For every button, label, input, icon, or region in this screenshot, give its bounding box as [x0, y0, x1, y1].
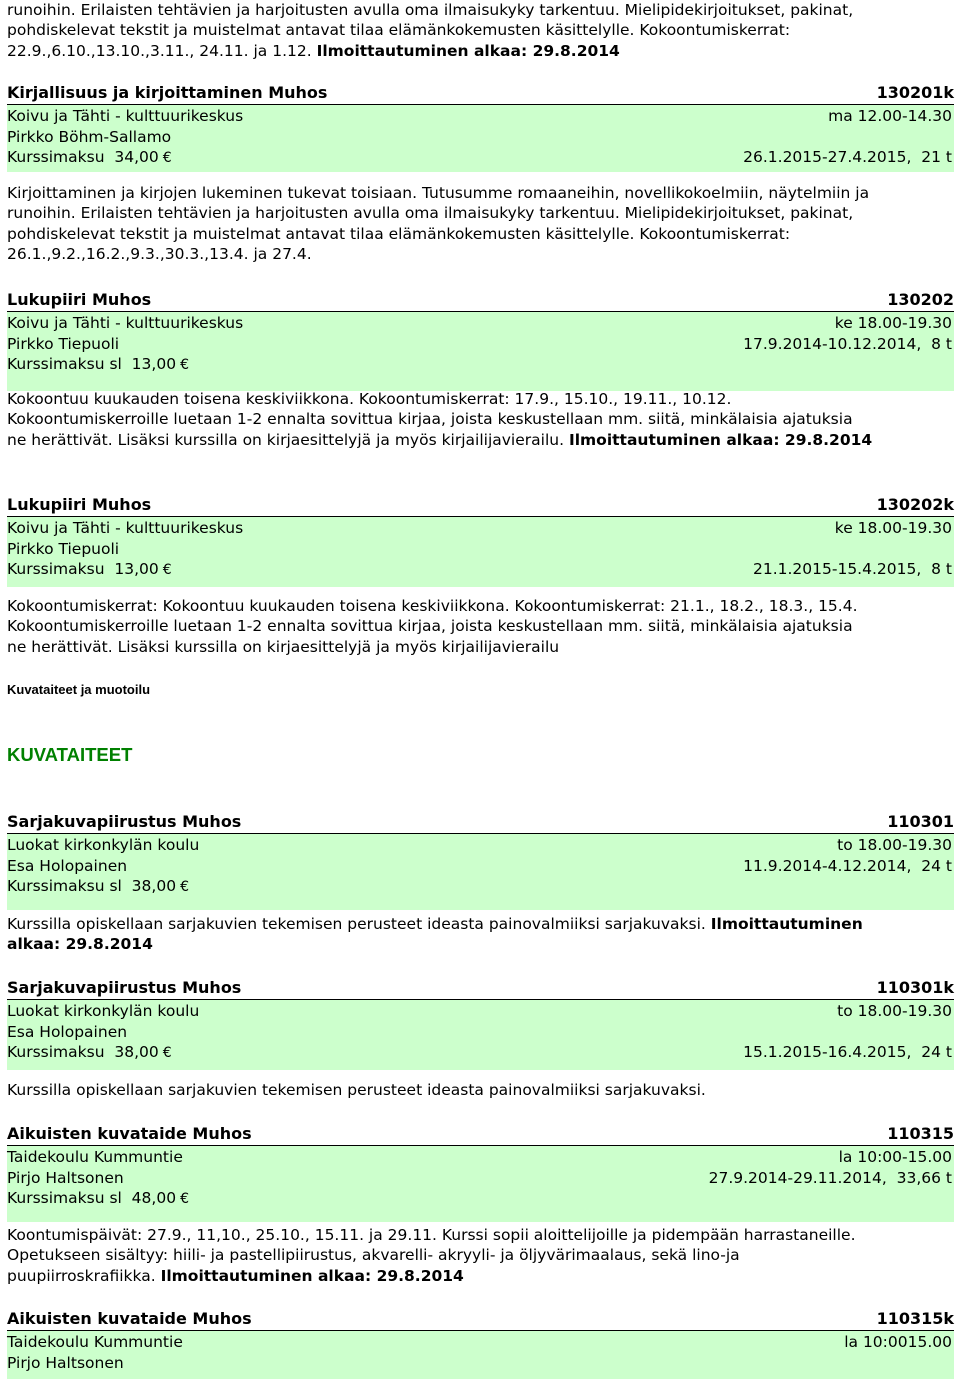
course-fee: Kurssimaksu sl 38,00 [7, 877, 177, 895]
detail-row: Pirjo Haltsonen 27.9.2014-29.11.2014, 33,66 t [7, 1168, 952, 1187]
section-heading: KUVATAITEET [7, 744, 133, 765]
course-details [7, 1331, 954, 1379]
detail-row [7, 354, 952, 376]
course-title: Aikuisten kuvataide Muhos [7, 1124, 252, 1143]
detail-row [7, 147, 952, 169]
euro-icon: € [162, 1045, 172, 1061]
course-header [7, 290, 954, 312]
course-header [7, 1309, 954, 1331]
course-block [7, 1309, 954, 1379]
detail-row: Luokat kirkonkylän koulu to 18.00-19.30 [7, 836, 952, 854]
course-title: Aikuisten kuvataide Muhos [7, 1309, 252, 1328]
course-details [7, 834, 954, 910]
detail-row: Taidekoulu Kummuntie la 10:00-15.00 [7, 1148, 952, 1166]
course-details [7, 1000, 954, 1070]
course-title: Sarjakuvapiirustus Muhos [7, 812, 242, 831]
registration-note: Ilmoittautuminen alkaa: 29.8.2014 [160, 1266, 464, 1285]
registration-note: Ilmoittautuminen [710, 915, 863, 933]
course-fee: Kurssimaksu 13,00 [7, 560, 159, 578]
detail-row [7, 876, 952, 898]
course-block [7, 290, 954, 391]
course-code: 110315 [887, 1124, 954, 1143]
course-details [7, 312, 954, 391]
course-title: Lukupiiri Muhos [7, 290, 152, 309]
intro-line: 22.9.,6.10.,13.10.,3.11., 24.11. ja 1.12. Ilmoittautuminen alkaa: 29.8.2014 [7, 41, 620, 60]
detail-row: Esa Holopainen 11.9.2014-4.12.2014, 24 t [7, 856, 952, 875]
course-header [7, 1124, 954, 1146]
detail-row: Pirkko Tiepuoli [7, 539, 120, 558]
course-dates: 26.1.2015-27.4.2015, 21 t [743, 148, 952, 166]
euro-icon: € [162, 150, 172, 166]
course-description: Kurssilla opiskellaan sarjakuvien tekemisen perusteet ideasta painovalmiiksi sarjakuvaksi. Ilmoittautuminen alkaa: 29.8.2014 [7, 915, 863, 954]
detail-row [7, 1042, 952, 1064]
intro-line: runoihin. Erilaisten tehtävien ja harjoitusten avulla oma ilmaisukyky tarkentuu. Mielipidekirjoitukset, pakinat, [7, 1, 854, 19]
course-fee: Kurssimaksu sl 13,00 [7, 355, 177, 373]
course-details [7, 105, 954, 172]
euro-icon: € [180, 357, 189, 373]
course-description: Kokoontuu kuukauden toisena keskiviikkona. Kokoontumiskerrat: 17.9., 15.10., 19.11., 10.12. Kokoontumiskerroille luetaan 1-2 ennalta sovittua kirjaa, joista keskustellaan mm. siitä, minkälaisia ajatuksia ne herättivät. Lisäksi kurssilla on kirjaesittelyjä ja myös kirjailijavierailu. Ilmoittautuminen alkaa: 29.8.2014 [7, 390, 873, 449]
course-code: 130202 [887, 290, 954, 309]
course-details [7, 517, 954, 587]
course-description: Kurssilla opiskellaan sarjakuvien tekemisen perusteet ideasta painovalmiiksi sarjakuvaksi. [7, 1081, 706, 1099]
course-fee: Kurssimaksu sl 48,00 [7, 1189, 177, 1207]
course-block [7, 978, 954, 1070]
course-details [7, 1146, 954, 1222]
detail-row: Koivu ja Tähti - kulttuurikeskus ma 12.00-14.30 [7, 107, 952, 125]
detail-row: Luokat kirkonkylän koulu to 18.00-19.30 [7, 1002, 952, 1020]
euro-icon: € [180, 879, 189, 895]
course-dates: 15.1.2015-16.4.2015, 24 t [743, 1043, 952, 1061]
detail-row: Koivu ja Tähti - kulttuurikeskus ke 18.00-19.30 [7, 314, 952, 332]
course-code: 110315k [876, 1309, 954, 1328]
course-description: Kokoontumiskerrat: Kokoontuu kuukauden toisena keskiviikkona. Kokoontumiskerrat: 21.1., 18.2., 18.3., 15.4. Kokoontumiskerroille luetaan 1-2 ennalta sovittua kirjaa, joista keskustellaan mm. siitä, minkälaisia ajatuksia ne herättivät. Lisäksi kurssilla on kirjaesittelyjä ja myös kirjailijavierailu [7, 597, 858, 656]
course-code: 110301 [887, 812, 954, 831]
course-dates: 21.1.2015-15.4.2015, 8 t [752, 560, 952, 578]
course-block [7, 1124, 954, 1222]
category-label: Kuvataiteet ja muotoilu [7, 682, 151, 697]
detail-row: Pirjo Haltsonen [7, 1353, 124, 1372]
course-description: Koontumispäivät: 27.9., 11,10., 25.10., 15.11. ja 29.11. Kurssi sopii aloittelijoille ja pidempään harrastaneille. Opetukseen sisältyy: hiili- ja pastellipiirustus, akvarelli- akryyli- ja öljyvärimaalaus, sekä lino-ja puupiirroskrafiikka. Ilmoittautuminen alkaa: 29.8.2014 [7, 1226, 856, 1285]
intro-paragraph [7, 0, 954, 61]
course-code: 130201k [876, 83, 954, 102]
course-title: Kirjallisuus ja kirjoittaminen Muhos [7, 83, 328, 102]
course-header [7, 495, 954, 517]
course-header [7, 978, 954, 1000]
course-title: Sarjakuvapiirustus Muhos [7, 978, 242, 997]
registration-note: Ilmoittautuminen alkaa: 29.8.2014 [316, 41, 620, 60]
detail-row: Pirkko Tiepuoli 17.9.2014-10.12.2014, 8 t [7, 334, 952, 353]
course-block [7, 83, 954, 172]
course-block [7, 812, 954, 910]
euro-icon: € [180, 1191, 189, 1207]
course-code: 110301k [876, 978, 954, 997]
course-header [7, 83, 954, 105]
course-title: Lukupiiri Muhos [7, 495, 152, 514]
intro-line: pohdiskelevat tekstit ja muistelmat antavat tilaa elämänkokemusten käsittelylle. Kokoontumiskerrat: [7, 21, 791, 40]
detail-row: Pirkko Böhm-Sallamo [7, 127, 172, 146]
detail-row: Esa Holopainen [7, 1022, 128, 1041]
detail-row: Taidekoulu Kummuntie la 10:0015.00 [7, 1333, 952, 1351]
detail-row: Koivu ja Tähti - kulttuurikeskus ke 18.00-19.30 [7, 519, 952, 537]
course-code: 130202k [876, 495, 954, 514]
detail-row [7, 1188, 952, 1210]
euro-icon: € [162, 562, 172, 578]
course-description: Kirjoittaminen ja kirjojen lukeminen tukevat toisiaan. Tutusumme romaaneihin, novellikokoelmiin, näytelmiin ja runoihin. Erilaisten tehtävien ja harjoitusten avulla oma ilmaisukyky tarkentuu. Mielipidekirjoitukset, pakinat, pohdiskelevat tekstit ja muistelmat antavat tilaa elämänkokemusten käsittelylle. Kokoontumiskerrat: 26.1.,9.2.,16.2.,9.3.,30.3.,13.4. ja 27.4. [7, 184, 870, 263]
course-fee: Kurssimaksu 34,00 [7, 148, 159, 166]
course-header [7, 812, 954, 834]
detail-row [7, 559, 952, 581]
registration-note: Ilmoittautuminen alkaa: 29.8.2014 [568, 430, 873, 449]
course-block [7, 495, 954, 587]
course-fee: Kurssimaksu 38,00 [7, 1043, 159, 1061]
